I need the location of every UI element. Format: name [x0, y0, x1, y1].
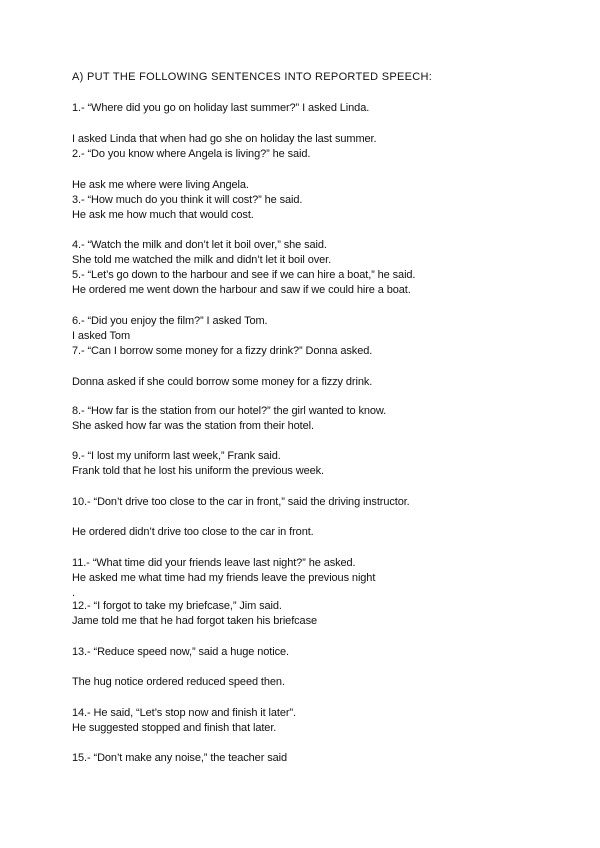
question-line: 1.- “Where did you go on holiday last summer?” I asked Linda. — [72, 102, 370, 114]
question-line: 11.- “What time did your friends leave last night?” he asked. — [72, 557, 356, 569]
question-line: 4.- “Watch the milk and don’t let it boil over,” she said. — [72, 239, 327, 251]
answer-line: Donna asked if she could borrow some money for a fizzy drink. — [72, 376, 373, 388]
answer-line: She asked how far was the station from their hotel. — [72, 420, 314, 432]
question-line: 2.- “Do you know where Angela is living?” he said. — [72, 148, 311, 160]
question-line: 7.- “Can I borrow some money for a fizzy drink?” Donna asked. — [72, 345, 373, 357]
answer-line: I asked Linda that when had go she on holiday the last summer. — [72, 133, 377, 145]
question-line: 12.- “I forgot to take my briefcase,” Jim said. — [72, 600, 282, 612]
question-line: 5.- “Let’s go down to the harbour and see if we can hire a boat,” he said. — [72, 269, 416, 281]
answer-line: Jame told me that he had forgot taken his briefcase — [72, 615, 317, 627]
question-line: 8.- “How far is the station from our hotel?” the girl wanted to know. — [72, 405, 387, 417]
answer-line: He ask me where were living Angela. — [72, 179, 249, 191]
answer-line: He suggested stopped and finish that later. — [72, 722, 277, 734]
answer-line: The hug notice ordered reduced speed then. — [72, 676, 285, 688]
answer-line: She told me watched the milk and didn’t let it boil over. — [72, 254, 332, 266]
stray-period: . — [72, 587, 75, 599]
question-line: 13.- “Reduce speed now,” said a huge notice. — [72, 646, 289, 658]
answer-line: Frank told that he lost his uniform the previous week. — [72, 465, 325, 477]
question-line: 6.- “Did you enjoy the film?” I asked Tom. — [72, 315, 268, 327]
worksheet-title: A) PUT THE FOLLOWING SENTENCES INTO REPORTED SPEECH: — [72, 71, 433, 83]
question-line: 14.- He said, “Let’s stop now and finish it later”. — [72, 707, 296, 719]
answer-line: He ordered didn’t drive too close to the car in front. — [72, 526, 314, 538]
answer-line: He ask me how much that would cost. — [72, 209, 254, 221]
question-line: 10.- “Don’t drive too close to the car in front,” said the driving instructor. — [72, 496, 410, 508]
question-line: 15.- “Don’t make any noise,” the teacher said — [72, 752, 288, 764]
question-line: 9.- “I lost my uniform last week,” Frank said. — [72, 450, 281, 462]
answer-line: He ordered me went down the harbour and saw if we could hire a boat. — [72, 284, 411, 296]
answer-line: He asked me what time had my friends leave the previous night — [72, 572, 376, 584]
question-line: 3.- “How much do you think it will cost?” he said. — [72, 194, 303, 206]
answer-line: I asked Tom — [72, 330, 131, 342]
